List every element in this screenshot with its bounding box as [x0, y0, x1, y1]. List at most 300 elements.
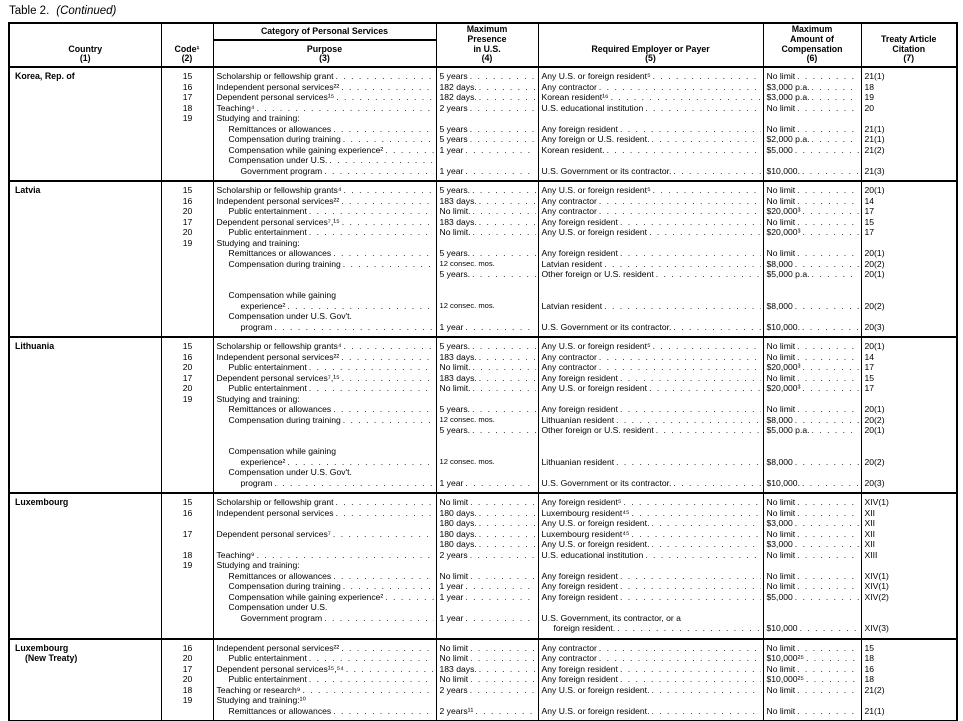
purpose-cell-line	[217, 280, 434, 291]
presence-cell	[436, 706, 538, 721]
amount-cell-line	[767, 706, 859, 717]
presence-cell-line	[440, 280, 536, 291]
leader-dots	[477, 518, 536, 529]
cell-text: 15	[864, 642, 875, 653]
cell-text: 16	[182, 195, 193, 206]
cell-text: 180 days.	[439, 539, 477, 550]
presence-cell-line	[440, 457, 536, 468]
code-cell-line	[165, 352, 211, 363]
cell-text: $8,000	[766, 414, 793, 425]
cell-text: $10,000	[766, 623, 798, 634]
cell-text: 12 consec. mos.	[439, 258, 495, 268]
leader-dots	[618, 674, 761, 685]
amount-cell	[763, 394, 861, 405]
purpose-cell	[213, 383, 436, 394]
code-cell-line	[165, 436, 211, 447]
employer-cell-line	[542, 383, 761, 394]
leader-dots	[273, 322, 434, 333]
amount-cell	[763, 457, 861, 468]
purpose-cell-line	[217, 322, 434, 333]
presence-cell	[436, 550, 538, 561]
cell-text: No limit	[766, 351, 796, 362]
cell-text: 5 years	[439, 123, 468, 134]
citation-cell-line	[865, 259, 955, 270]
leader-dots	[473, 706, 535, 717]
cell-text: XIV(1)	[864, 581, 889, 592]
code-cell-line	[165, 124, 211, 135]
cell-text: 183 days.	[439, 372, 477, 383]
cell-text: 21(3)	[864, 165, 885, 176]
header-line: Country	[68, 43, 103, 54]
amount-cell	[763, 280, 861, 291]
leader-dots	[647, 227, 760, 238]
amount-cell	[763, 290, 861, 301]
presence-cell	[436, 82, 538, 93]
amount-cell-line	[767, 166, 859, 177]
table-row	[9, 337, 957, 352]
amount-cell	[763, 571, 861, 582]
code-cell-line	[165, 613, 211, 624]
cell-text: Dependent personal services⁷	[216, 528, 331, 539]
leader-dots	[795, 550, 858, 561]
presence-cell	[436, 539, 538, 550]
purpose-cell	[213, 623, 436, 639]
cell-text: XII	[864, 539, 876, 550]
leader-dots	[643, 550, 760, 561]
citation-cell	[861, 425, 957, 436]
purpose-cell	[213, 248, 436, 259]
amount-cell-line	[767, 592, 859, 603]
employer-cell	[538, 238, 763, 249]
citation-cell-line	[865, 352, 955, 363]
employer-cell-line	[542, 664, 761, 675]
purpose-cell-line	[217, 166, 434, 177]
employer-cell	[538, 227, 763, 238]
presence-cell-line	[440, 227, 536, 238]
code-cell	[161, 124, 213, 135]
citation-cell	[861, 92, 957, 103]
presence-cell-line	[440, 415, 536, 426]
citation-cell	[861, 623, 957, 639]
code-cell-line	[165, 259, 211, 270]
cell-text: Any U.S. or foreign resident⁵	[541, 341, 651, 352]
leader-dots	[273, 478, 434, 489]
citation-cell	[861, 508, 957, 519]
cell-text: 20	[182, 227, 193, 238]
employer-cell	[538, 134, 763, 145]
cell-text: 20	[182, 653, 193, 664]
amount-cell	[763, 155, 861, 166]
code-cell-line	[165, 539, 211, 550]
treaty-table	[8, 22, 958, 721]
citation-cell	[861, 518, 957, 529]
presence-cell	[436, 394, 538, 405]
amount-cell-line	[767, 185, 859, 196]
employer-cell-line	[542, 341, 761, 352]
citation-cell-line	[865, 497, 955, 508]
amount-cell-line	[767, 383, 859, 394]
presence-cell	[436, 653, 538, 664]
code-cell-line	[165, 581, 211, 592]
leader-dots	[810, 425, 859, 436]
code-cell-line	[165, 508, 211, 519]
purpose-cell-line	[217, 92, 434, 103]
leader-dots	[307, 227, 434, 238]
code-cell	[161, 415, 213, 426]
code-cell-line	[165, 113, 211, 124]
cell-text: No limit	[766, 71, 796, 82]
presence-cell	[436, 301, 538, 312]
code-cell	[161, 639, 213, 654]
leader-dots	[654, 425, 761, 436]
employer-cell	[538, 67, 763, 82]
leader-dots	[344, 664, 434, 675]
cell-text: Compensation during training	[228, 258, 341, 269]
cell-text: 5 years.	[439, 248, 471, 259]
citation-cell-line	[865, 508, 955, 519]
cell-text: 18	[864, 81, 875, 92]
leader-dots	[331, 529, 434, 540]
purpose-cell-line	[217, 602, 434, 613]
header-line: Treaty Article	[881, 33, 937, 44]
purpose-cell	[213, 166, 436, 182]
purpose-cell	[213, 92, 436, 103]
presence-cell	[436, 425, 538, 436]
leader-dots	[795, 571, 858, 582]
amount-cell	[763, 653, 861, 664]
cell-text: No limit.	[439, 227, 471, 238]
citation-cell-line	[865, 404, 955, 415]
employer-cell-line	[542, 653, 761, 664]
leader-dots	[470, 341, 535, 352]
presence-cell-line	[440, 529, 536, 540]
cell-text: $10,000²⁵	[766, 674, 804, 685]
amount-cell	[763, 362, 861, 373]
employer-cell-line	[542, 404, 761, 415]
purpose-cell-line	[217, 467, 434, 478]
cell-text: 12 consec. mos.	[439, 300, 495, 310]
cell-text: No limit	[439, 497, 469, 508]
citation-cell-line	[865, 446, 955, 457]
cell-text: 20(2)	[864, 414, 885, 425]
cell-text: $20,000³	[766, 227, 801, 238]
cell-text: Compensation under U.S.	[228, 602, 328, 613]
employer-cell	[538, 301, 763, 312]
cell-text: No limit	[766, 642, 796, 653]
employer-cell-line	[542, 269, 761, 280]
employer-cell	[538, 623, 763, 639]
amount-cell-line	[767, 550, 859, 561]
country-cell	[9, 639, 161, 721]
presence-cell	[436, 571, 538, 582]
citation-cell	[861, 373, 957, 384]
amount-cell-line	[767, 280, 859, 291]
leader-dots	[463, 613, 535, 624]
employer-cell	[538, 311, 763, 322]
leader-dots	[331, 706, 433, 717]
leader-dots	[597, 82, 761, 93]
cell-text: $10,000.	[766, 321, 800, 332]
amount-cell	[763, 613, 861, 624]
leader-dots	[342, 341, 434, 352]
header-line: Code¹	[174, 43, 200, 54]
citation-cell-line	[865, 341, 955, 352]
cell-text: Teaching⁹	[216, 549, 255, 560]
purpose-cell-line	[217, 145, 434, 156]
employer-cell	[538, 639, 763, 654]
employer-cell	[538, 248, 763, 259]
purpose-cell	[213, 664, 436, 675]
cell-text: $8,000	[766, 300, 793, 311]
employer-cell	[538, 457, 763, 468]
code-cell	[161, 560, 213, 571]
cell-text: 180 days.	[439, 518, 477, 529]
purpose-cell-line	[217, 352, 434, 363]
leader-dots	[618, 404, 761, 415]
employer-cell-line	[542, 394, 761, 405]
employer-cell	[538, 82, 763, 93]
employer-cell-line	[542, 425, 761, 436]
table-row	[9, 493, 957, 508]
cell-text: 20(3)	[864, 477, 885, 488]
code-cell	[161, 82, 213, 93]
citation-cell	[861, 280, 957, 291]
amount-cell	[763, 227, 861, 238]
purpose-cell	[213, 436, 436, 447]
header-employer	[538, 23, 763, 67]
cell-text: 17	[182, 663, 193, 674]
header-purpose	[213, 40, 436, 67]
purpose-cell	[213, 415, 436, 426]
presence-cell	[436, 674, 538, 685]
leader-dots	[477, 529, 536, 540]
amount-cell	[763, 67, 861, 82]
leader-dots	[463, 478, 535, 489]
purpose-cell-line	[217, 238, 434, 249]
leader-dots	[622, 497, 761, 508]
leader-dots	[468, 674, 535, 685]
leader-dots	[307, 383, 434, 394]
cell-text: XIII	[864, 549, 878, 560]
employer-cell-line	[542, 145, 761, 156]
cell-text: 20(1)	[864, 269, 885, 280]
purpose-cell	[213, 685, 436, 696]
code-cell	[161, 602, 213, 613]
leader-dots	[477, 352, 536, 363]
cell-text: 20	[182, 206, 193, 217]
code-cell-line	[165, 695, 211, 706]
country-cell	[9, 181, 161, 337]
cell-text: $10,000²⁵	[766, 653, 804, 664]
code-cell-line	[165, 206, 211, 217]
purpose-cell-line	[217, 425, 434, 436]
purpose-cell	[213, 290, 436, 301]
purpose-cell	[213, 311, 436, 322]
purpose-cell-line	[217, 227, 434, 238]
purpose-cell-line	[217, 539, 434, 550]
employer-cell	[538, 383, 763, 394]
purpose-cell-line	[217, 394, 434, 405]
leader-dots	[649, 706, 760, 717]
purpose-cell	[213, 145, 436, 156]
table-title	[9, 5, 963, 18]
amount-cell	[763, 685, 861, 696]
cell-text: 21(1)	[864, 705, 885, 716]
code-cell	[161, 446, 213, 457]
employer-cell	[538, 196, 763, 207]
leader-dots	[468, 71, 536, 82]
cell-text: No limit	[766, 507, 796, 518]
presence-cell	[436, 529, 538, 540]
cell-text: Compensation while gaining	[228, 290, 336, 301]
amount-cell	[763, 664, 861, 675]
presence-cell	[436, 217, 538, 228]
cell-text: 21(2)	[864, 144, 885, 155]
cell-text: XIV(1)	[864, 570, 889, 581]
employer-cell-line	[542, 217, 761, 228]
citation-cell-line	[865, 301, 955, 312]
citation-cell-line	[865, 695, 955, 706]
presence-cell-line	[440, 196, 536, 207]
cell-text: Other foreign or U.S. resident	[541, 425, 654, 436]
cell-text: 15	[182, 185, 193, 196]
presence-cell-line	[440, 134, 536, 145]
citation-cell-line	[865, 529, 955, 540]
cell-text: Scholarship or fellowship grants⁴	[216, 185, 342, 196]
cell-text: 1 year	[439, 477, 464, 488]
citation-cell	[861, 311, 957, 322]
cell-text: 20	[182, 362, 193, 373]
cell-text: $5,000	[766, 144, 793, 155]
cell-text: 20	[864, 102, 875, 113]
leader-dots	[463, 592, 535, 603]
leader-dots	[339, 196, 433, 207]
purpose-cell-line	[217, 248, 434, 259]
cell-text: No limit	[766, 684, 796, 695]
employer-cell-line	[542, 643, 761, 654]
employer-cell	[538, 269, 763, 280]
code-cell-line	[165, 706, 211, 717]
purpose-cell	[213, 446, 436, 457]
presence-cell	[436, 269, 538, 280]
presence-cell-line	[440, 373, 536, 384]
employer-cell	[538, 613, 763, 624]
citation-cell-line	[865, 71, 955, 82]
presence-cell	[436, 373, 538, 384]
amount-cell-line	[767, 394, 859, 405]
presence-cell-line	[440, 103, 536, 114]
citation-cell	[861, 322, 957, 338]
citation-cell	[861, 181, 957, 196]
cell-text: 180 days.	[439, 507, 477, 518]
presence-cell	[436, 404, 538, 415]
leader-dots	[618, 124, 761, 135]
purpose-cell	[213, 457, 436, 468]
purpose-cell-line	[217, 196, 434, 207]
leader-dots	[468, 103, 536, 114]
citation-cell-line	[865, 664, 955, 675]
presence-cell	[436, 181, 538, 196]
amount-cell-line	[767, 362, 859, 373]
leader-dots	[649, 134, 760, 145]
presence-cell-line	[440, 71, 536, 82]
cell-text: Any foreign resident	[541, 123, 618, 134]
amount-cell-line	[767, 436, 859, 447]
citation-cell-line	[865, 394, 955, 405]
citation-cell-line	[865, 425, 955, 436]
citation-cell	[861, 415, 957, 426]
cell-text: 183 days.	[439, 663, 477, 674]
purpose-cell-line	[217, 529, 434, 540]
employer-cell	[538, 653, 763, 664]
code-cell-line	[165, 404, 211, 415]
leader-dots	[795, 664, 858, 675]
cell-text: 17	[182, 216, 193, 227]
leader-dots	[339, 643, 433, 654]
employer-cell-line	[542, 238, 761, 249]
code-cell	[161, 280, 213, 291]
header-line: (7)	[903, 53, 915, 64]
employer-cell-line	[542, 373, 761, 384]
cell-text: 19	[182, 237, 193, 248]
leader-dots	[334, 71, 434, 82]
code-cell	[161, 322, 213, 338]
amount-cell	[763, 217, 861, 228]
amount-cell-line	[767, 322, 859, 333]
employer-cell-line	[542, 592, 761, 603]
amount-cell	[763, 103, 861, 114]
presence-cell	[436, 206, 538, 217]
purpose-cell	[213, 238, 436, 249]
cell-text: 183 days.	[439, 351, 477, 362]
amount-cell-line	[767, 643, 859, 654]
cell-text: Any foreign resident	[541, 674, 618, 685]
amount-cell	[763, 508, 861, 519]
cell-text: Other foreign or U.S. resident	[541, 269, 654, 280]
cell-text: Independent personal services²²	[216, 195, 340, 206]
citation-cell	[861, 674, 957, 685]
employer-cell-line	[542, 301, 761, 312]
table-row	[9, 181, 957, 196]
employer-cell-line	[542, 467, 761, 478]
presence-cell	[436, 67, 538, 82]
presence-cell	[436, 592, 538, 603]
cell-text: No limit	[766, 497, 796, 508]
citation-cell	[861, 639, 957, 654]
country-cell	[9, 67, 161, 181]
code-cell	[161, 166, 213, 182]
cell-text: 5 years.	[439, 185, 471, 196]
country-name: Lithuania	[15, 341, 55, 352]
cell-text: Government program	[240, 165, 323, 176]
code-cell	[161, 493, 213, 508]
amount-cell	[763, 404, 861, 415]
purpose-cell	[213, 227, 436, 238]
cell-text: Latvian resident	[541, 300, 603, 311]
employer-cell	[538, 206, 763, 217]
employer-cell	[538, 518, 763, 529]
presence-cell	[436, 311, 538, 322]
citation-cell	[861, 124, 957, 135]
cell-text: No limit	[766, 248, 796, 259]
amount-cell	[763, 82, 861, 93]
employer-cell-line	[542, 695, 761, 706]
employer-cell-line	[542, 362, 761, 373]
cell-text: 21(2)	[864, 684, 885, 695]
header-line: Compensation	[781, 43, 843, 54]
cell-text: Compensation during training	[228, 414, 341, 425]
leader-dots	[322, 613, 433, 624]
